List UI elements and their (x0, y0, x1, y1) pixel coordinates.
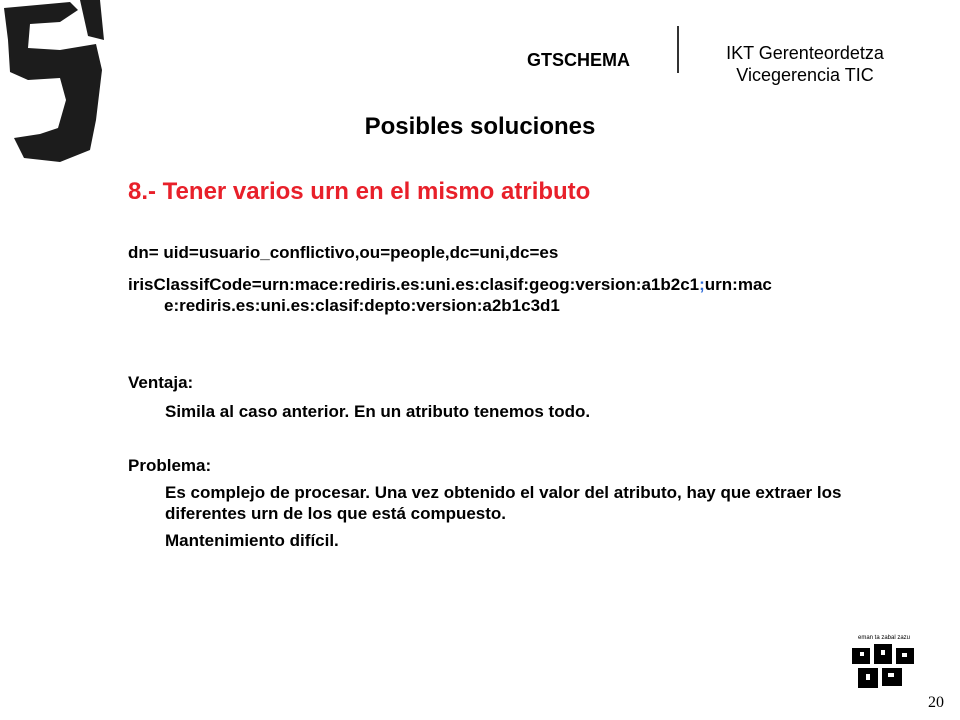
ventaja-label: Ventaja: (128, 373, 194, 392)
iris-part3: e:rediris.es:uni.es:clasif:depto:version:a2b1c3d1 (164, 296, 560, 315)
problema-text1: Es complejo de procesar. Una vez obtenido el valor del atributo, hay que extraer los diferentes urn de los que está compuesto. (165, 483, 842, 523)
page-number: 20 (928, 694, 944, 711)
header-right-block (700, 42, 910, 86)
iris-classif-line (128, 274, 938, 316)
logo-caption: eman ta zabal zazu (857, 635, 911, 641)
university-logo (848, 632, 920, 692)
header-right-line2: Vicegerencia TIC (736, 65, 874, 85)
dn-line: dn= uid=usuario_conflictivo,ou=people,dc=uni,dc=es (128, 243, 559, 262)
header-left-label: GTSCHEMA (527, 50, 630, 70)
decorative-brush-logo (0, 0, 110, 170)
iris-semicolon: ; (699, 275, 705, 294)
ventaja-text: Simila al caso anterior. En un atributo tenemos todo. (165, 402, 591, 421)
slide-heading: 8.- Tener varios urn en el mismo atributo (128, 178, 591, 205)
problema-label: Problema: (128, 456, 212, 475)
iris-part1: irisClassifCode=urn:mace:rediris.es:uni.es:clasif:geog:version:a1b2c1 (128, 275, 700, 294)
header-right-line1: IKT Gerenteordetza (726, 43, 884, 63)
slide-title: Posibles soluciones (364, 113, 596, 140)
iris-part2: urn:mac (704, 275, 772, 294)
header-divider (677, 26, 679, 73)
problema-text2: Mantenimiento difícil. (165, 531, 339, 550)
